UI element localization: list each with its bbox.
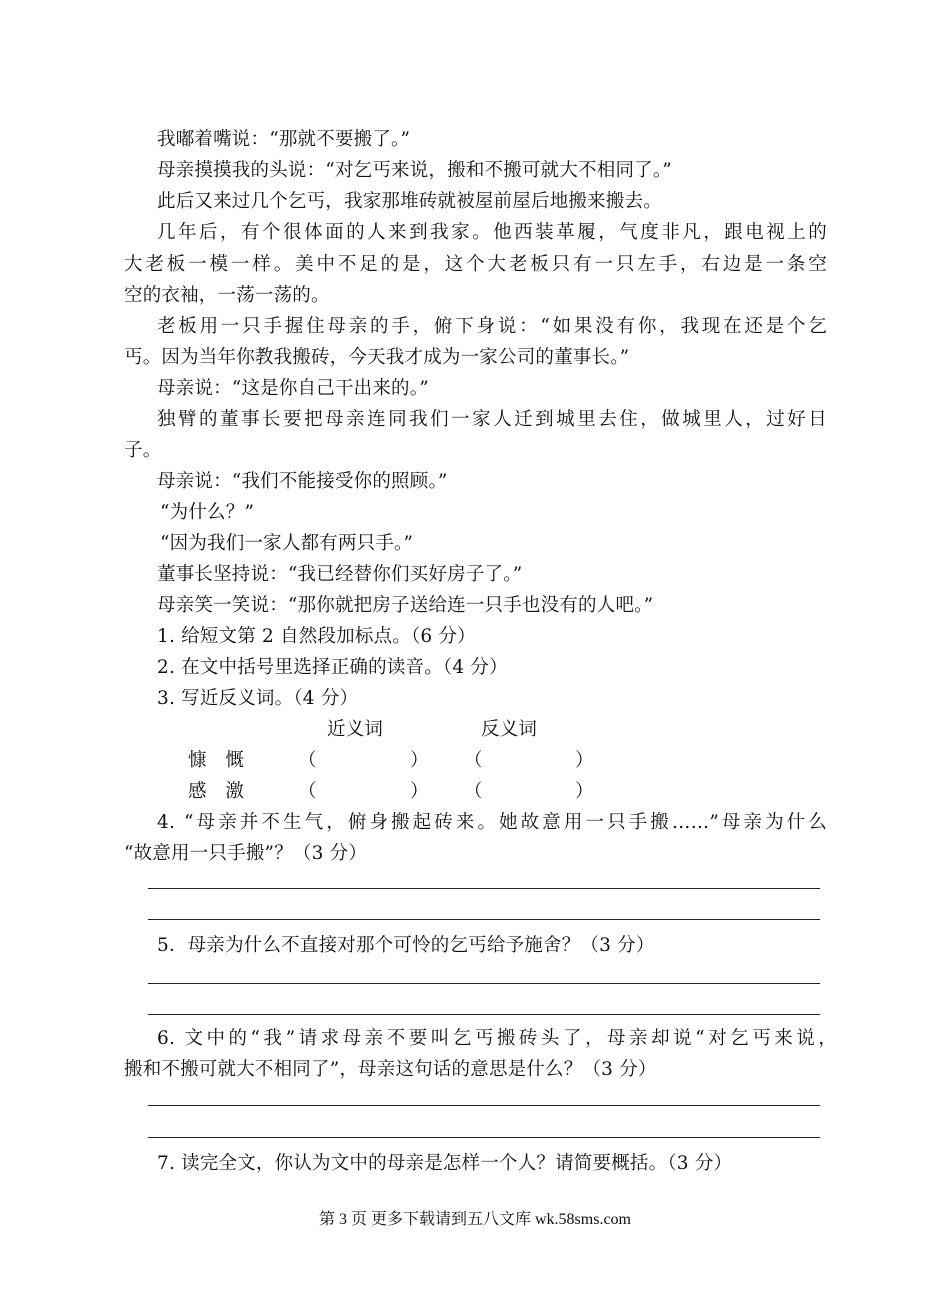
story-paragraph-8: 母亲说：“我们不能接受你的照顾。” xyxy=(157,471,448,492)
story-paragraph-2: 母亲摸摸我的头说：“对乞丐来说，搬和不搬可就大不相同了。” xyxy=(157,160,672,181)
answer-line[interactable] xyxy=(148,1105,820,1106)
antonym-answer-open: （ xyxy=(464,781,483,802)
antonym-answer-open: （ xyxy=(464,750,483,771)
question-4-line-2: “故意用一只手搬”？（3 分） xyxy=(124,843,368,864)
synonym-answer-open: （ xyxy=(298,781,317,802)
story-paragraph-5-line-1: 老板用一只手握住母亲的手，俯下身说：“如果没有你，我现在还是个乞 xyxy=(157,316,827,337)
answer-line[interactable] xyxy=(148,983,820,984)
table-row-word: 感 激 xyxy=(188,781,245,802)
synonym-answer-close: ） xyxy=(410,781,429,802)
story-paragraph-10: “因为我们一家人都有两只手。” xyxy=(160,533,414,554)
story-paragraph-5-line-2: 丐。因为当年你教我搬砖，今天我才成为一家公司的董事长。” xyxy=(124,347,630,368)
antonym-answer-close: ） xyxy=(575,750,594,771)
story-paragraph-4-line-3: 空的衣袖，一荡一荡的。 xyxy=(124,285,330,306)
answer-line[interactable] xyxy=(148,1137,820,1138)
header-synonym: 近义词 xyxy=(327,719,384,740)
answer-line[interactable] xyxy=(148,1014,820,1015)
question-6-line-1: 6. 文中的“我”请求母亲不要叫乞丐搬砖头了，母亲却说“对乞丐来说， xyxy=(157,1028,837,1049)
question-7: 7. 读完全文，你认为文中的母亲是怎样一个人？请简要概括。（3 分） xyxy=(157,1153,733,1174)
synonym-answer-close: ） xyxy=(410,750,429,771)
answer-line[interactable] xyxy=(148,888,820,889)
story-paragraph-7-line-1: 独臂的董事长要把母亲连同我们一家人迁到城里去住，做城里人，过好日 xyxy=(157,409,827,430)
antonym-answer-close: ） xyxy=(575,781,594,802)
story-paragraph-3: 此后又来过几个乞丐，我家那堆砖就被屋前屋后地搬来搬去。 xyxy=(157,191,662,212)
story-paragraph-7-line-2: 子。 xyxy=(124,440,162,461)
story-paragraph-12: 母亲笑一笑说：“那你就把房子送给连一只手也没有的人吧。” xyxy=(157,595,654,616)
story-paragraph-1: 我嘟着嘴说：“那就不要搬了。” xyxy=(157,129,411,150)
synonym-answer-open: （ xyxy=(298,750,317,771)
header-antonym: 反义词 xyxy=(481,719,538,740)
story-paragraph-9: “为什么？” xyxy=(160,502,255,523)
story-paragraph-4-line-1: 几年后，有个很体面的人来到我家。他西装革履，气度非凡，跟电视上的 xyxy=(157,222,827,243)
question-1: 1. 给短文第 2 自然段加标点。（6 分） xyxy=(157,626,476,647)
story-paragraph-6: 母亲说：“这是你自己干出来的。” xyxy=(157,378,429,399)
page-footer: 第 3 页 更多下载请到五八文库 wk.58sms.com xyxy=(318,1211,631,1228)
question-6-line-2: 搬和不搬可就大不相同了”，母亲这句话的意思是什么？（3 分） xyxy=(124,1059,657,1080)
question-5: 5．母亲为什么不直接对那个可怜的乞丐给予施舍？（3 分） xyxy=(157,935,655,956)
question-3: 3. 写近反义词。（4 分） xyxy=(157,688,359,709)
table-row-word: 慷 慨 xyxy=(188,750,245,771)
question-4-line-1: 4. “母亲并不生气，俯身搬起砖来。她故意用一只手搬……”母亲为什么 xyxy=(157,812,827,833)
question-2: 2. 在文中括号里选择正确的读音。（4 分） xyxy=(157,657,508,678)
answer-line[interactable] xyxy=(148,919,820,920)
story-paragraph-11: 董事长坚持说：“我已经替你们买好房子了。” xyxy=(157,564,523,585)
story-paragraph-4-line-2: 大老板一模一样。美中不足的是，这个大老板只有一只左手，右边是一条空 xyxy=(124,254,827,275)
